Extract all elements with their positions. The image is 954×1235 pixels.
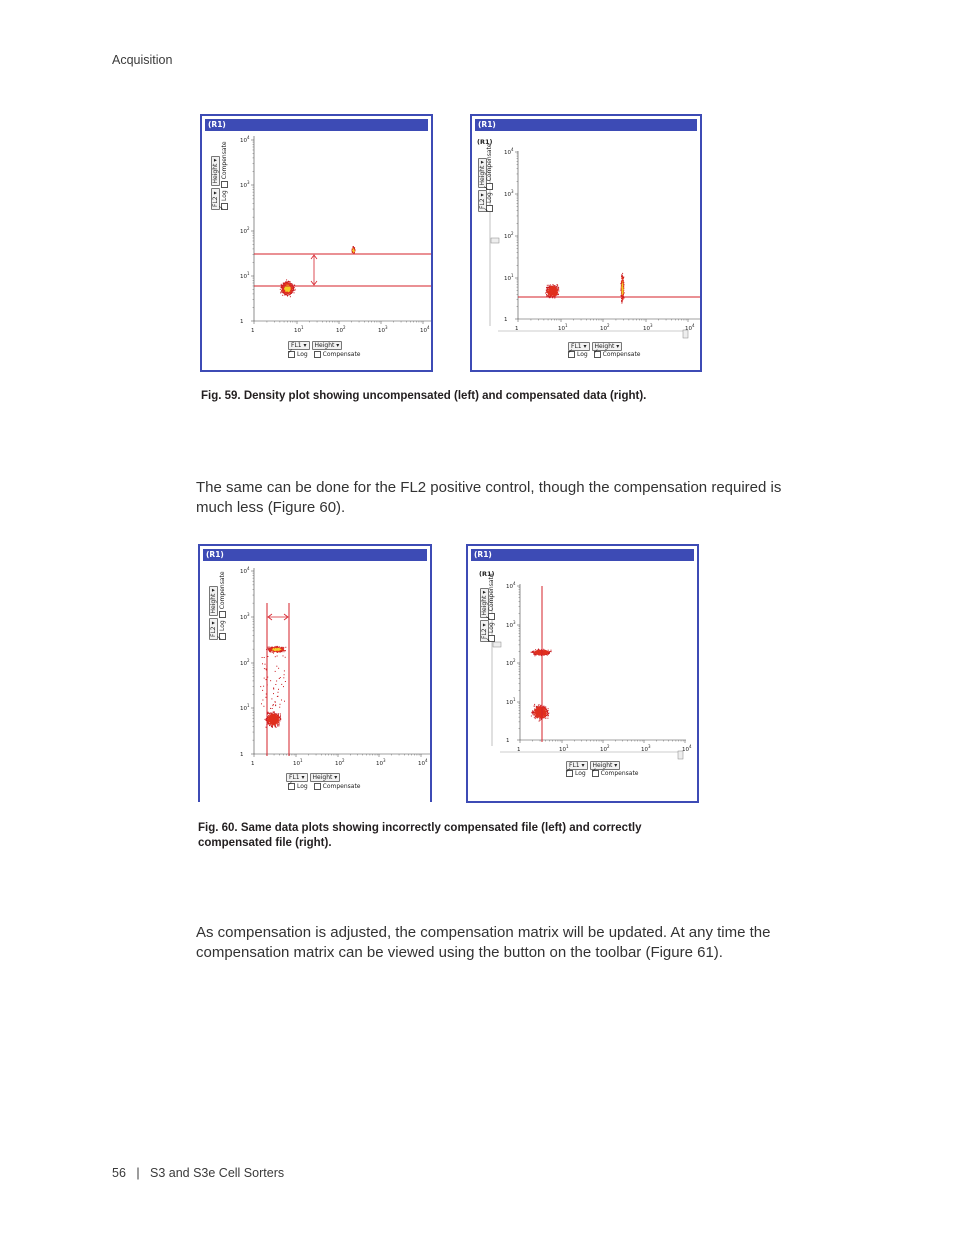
density-plot — [200, 546, 432, 802]
x-tick-label: $10^1$ — [558, 323, 568, 332]
y-compensate-checkbox[interactable] — [221, 181, 228, 188]
x-tick-label: $10^2$ — [600, 744, 610, 753]
events — [531, 649, 552, 722]
x-mode-dropdown[interactable]: Height ▾ — [310, 773, 341, 782]
y-tick-label: $10^2$ — [506, 658, 516, 667]
plot-panel-correct — [466, 544, 699, 803]
x-tick-label: $10^2$ — [335, 758, 345, 767]
y-log-checkbox[interactable] — [221, 203, 228, 210]
y-axis-options: ✓ Log ✓ Compensate — [486, 143, 493, 212]
y-log-checkbox[interactable] — [488, 635, 495, 642]
y-mode-dropdown[interactable]: Height ▾ — [480, 588, 489, 619]
axes — [515, 151, 700, 322]
y-tick-label: $10^4$ — [504, 147, 514, 156]
x-tick-label: 1 — [251, 760, 255, 767]
x-tick-label: 1 — [515, 325, 519, 332]
x-tick-label: $10^2$ — [336, 325, 346, 334]
x-tick-label: $10^3$ — [643, 323, 653, 332]
y-tick-label: $10^1$ — [506, 697, 516, 706]
x-tick-label: $10^1$ — [294, 325, 304, 334]
x-axis-controls — [286, 773, 340, 782]
axes — [251, 136, 432, 324]
y-tick-label: $10^3$ — [240, 612, 250, 621]
panel-title: (R1) — [471, 549, 694, 561]
x-tick-label: $10^4$ — [420, 325, 430, 334]
y-tick-label: $10^1$ — [504, 273, 514, 282]
y-slider-handle — [491, 238, 499, 243]
y-tick-label: $10^3$ — [506, 620, 516, 629]
y-param-dropdown[interactable]: FL2 ▾ — [209, 618, 218, 640]
y-tick-label: $10^4$ — [240, 135, 250, 144]
x-log-checkbox[interactable] — [288, 783, 295, 790]
panel-title: (R1) — [475, 119, 697, 131]
panel-title: (R1) — [205, 119, 428, 131]
x-tick-label: $10^1$ — [293, 758, 303, 767]
y-param-dropdown[interactable]: FL2 ▾ — [478, 190, 487, 212]
plot-panel-compensated — [470, 114, 702, 372]
y-mode-dropdown[interactable]: Height ▾ — [478, 158, 487, 189]
caption-line-2: compensated file (right). — [198, 837, 332, 849]
x-log-checkbox[interactable] — [566, 770, 573, 777]
y-axis-options: ✓ Log Compensate — [219, 571, 226, 640]
y-slider-handle — [493, 642, 501, 647]
x-mode-dropdown[interactable]: Height ▾ — [590, 761, 621, 770]
x-compensate-checkbox[interactable] — [594, 351, 601, 358]
gates — [267, 603, 289, 756]
events — [545, 273, 624, 304]
y-mode-dropdown[interactable]: Height ▾ — [211, 156, 220, 187]
x-axis-options: ✓ Log Compensate — [288, 351, 361, 358]
x-compensate-checkbox[interactable] — [314, 351, 321, 358]
x-axis-options: ✓ Log Compensate — [288, 783, 361, 790]
y-tick-label: $10^2$ — [240, 226, 250, 235]
y-tick-label: 1 — [240, 318, 244, 325]
x-tick-label: $10^2$ — [600, 323, 610, 332]
events — [260, 646, 286, 728]
y-axis-controls — [209, 586, 218, 640]
gates — [254, 254, 432, 286]
x-tick-label: $10^4$ — [418, 758, 428, 767]
x-tick-label: $10^3$ — [376, 758, 386, 767]
x-tick-label: 1 — [517, 746, 521, 753]
x-mode-dropdown[interactable]: Height ▾ — [312, 341, 343, 350]
y-tick-label: $10^3$ — [240, 180, 250, 189]
y-tick-label: 1 — [240, 751, 244, 758]
y-tick-label: $10^4$ — [506, 581, 516, 590]
x-param-dropdown[interactable]: FL1 ▾ — [286, 773, 308, 782]
y-tick-label: 1 — [504, 316, 508, 323]
region-label: (R1) — [477, 138, 493, 146]
x-param-dropdown[interactable]: FL1 ▾ — [566, 761, 588, 770]
plot-panel-incorrect — [198, 544, 432, 802]
y-log-checkbox[interactable] — [219, 633, 226, 640]
y-param-dropdown[interactable]: FL2 ▾ — [480, 620, 489, 642]
axes — [251, 568, 432, 757]
y-mode-dropdown[interactable]: Height ▾ — [209, 586, 218, 617]
y-axis-controls — [211, 156, 220, 210]
y-tick-label: $10^3$ — [504, 189, 514, 198]
x-log-checkbox[interactable] — [568, 351, 575, 358]
x-tick-label: $10^3$ — [641, 744, 651, 753]
paragraph-2: As compensation is adjusted, the compensation matrix will be updated. At any time the compensation matrix can be viewed using the button on the toolbar (Figure 61). — [196, 924, 771, 961]
x-param-dropdown[interactable]: FL1 ▾ — [288, 341, 310, 350]
footer-product: S3 and S3e Cell Sorters — [150, 1166, 285, 1180]
section-header: Acquisition — [112, 53, 173, 67]
caption-line-1: Fig. 60. Same data plots showing incorrectly compensated file (left) and correctly — [198, 822, 642, 834]
y-tick-label: $10^2$ — [240, 658, 250, 667]
y-axis-options: ✓ Log ✓ Compensate — [488, 573, 495, 642]
x-tick-label: $10^1$ — [559, 744, 569, 753]
y-log-checkbox[interactable] — [486, 205, 493, 212]
x-tick-label: $10^4$ — [685, 323, 695, 332]
y-param-dropdown[interactable]: FL2 ▾ — [211, 188, 220, 210]
footer-separator: | — [136, 1166, 140, 1180]
figure-59-caption: Fig. 59. Density plot showing uncompensated (left) and compensated data (right). — [201, 390, 647, 402]
region-label: (R1) — [479, 570, 495, 578]
panel-title: (R1) — [203, 549, 427, 561]
page-footer — [112, 1166, 284, 1180]
density-plot — [202, 116, 433, 372]
y-tick-label: $10^1$ — [240, 271, 250, 280]
x-axis-options: ✓ Log ✓ Compensate — [566, 770, 639, 777]
page-number: 56 — [112, 1166, 126, 1180]
figure-60-caption — [198, 821, 642, 851]
y-compensate-checkbox[interactable] — [486, 183, 493, 190]
x-axis-controls — [288, 341, 342, 350]
x-tick-label: $10^4$ — [682, 744, 692, 753]
y-tick-label: $10^4$ — [240, 566, 250, 575]
paragraph-1: The same can be done for the FL2 positive control, though the compensation required is much less (Figure 60). — [196, 479, 782, 516]
y-tick-label: $10^1$ — [240, 703, 250, 712]
x-log-checkbox[interactable] — [288, 351, 295, 358]
x-compensate-checkbox[interactable] — [592, 770, 599, 777]
plot-panel-uncompensated — [200, 114, 433, 372]
y-axis-options: ✓ Log Compensate — [221, 141, 228, 210]
x-tick-label: 1 — [251, 327, 255, 334]
y-tick-label: 1 — [506, 737, 510, 744]
x-compensate-checkbox[interactable] — [314, 783, 321, 790]
y-compensate-checkbox[interactable] — [488, 613, 495, 620]
y-compensate-checkbox[interactable] — [219, 611, 226, 618]
y-tick-label: $10^2$ — [504, 231, 514, 240]
x-mode-dropdown[interactable]: Height ▾ — [592, 342, 623, 351]
x-axis-options: ✓ Log ✓ Compensate — [568, 351, 641, 358]
x-tick-label: $10^3$ — [378, 325, 388, 334]
x-param-dropdown[interactable]: FL1 ▾ — [568, 342, 590, 351]
